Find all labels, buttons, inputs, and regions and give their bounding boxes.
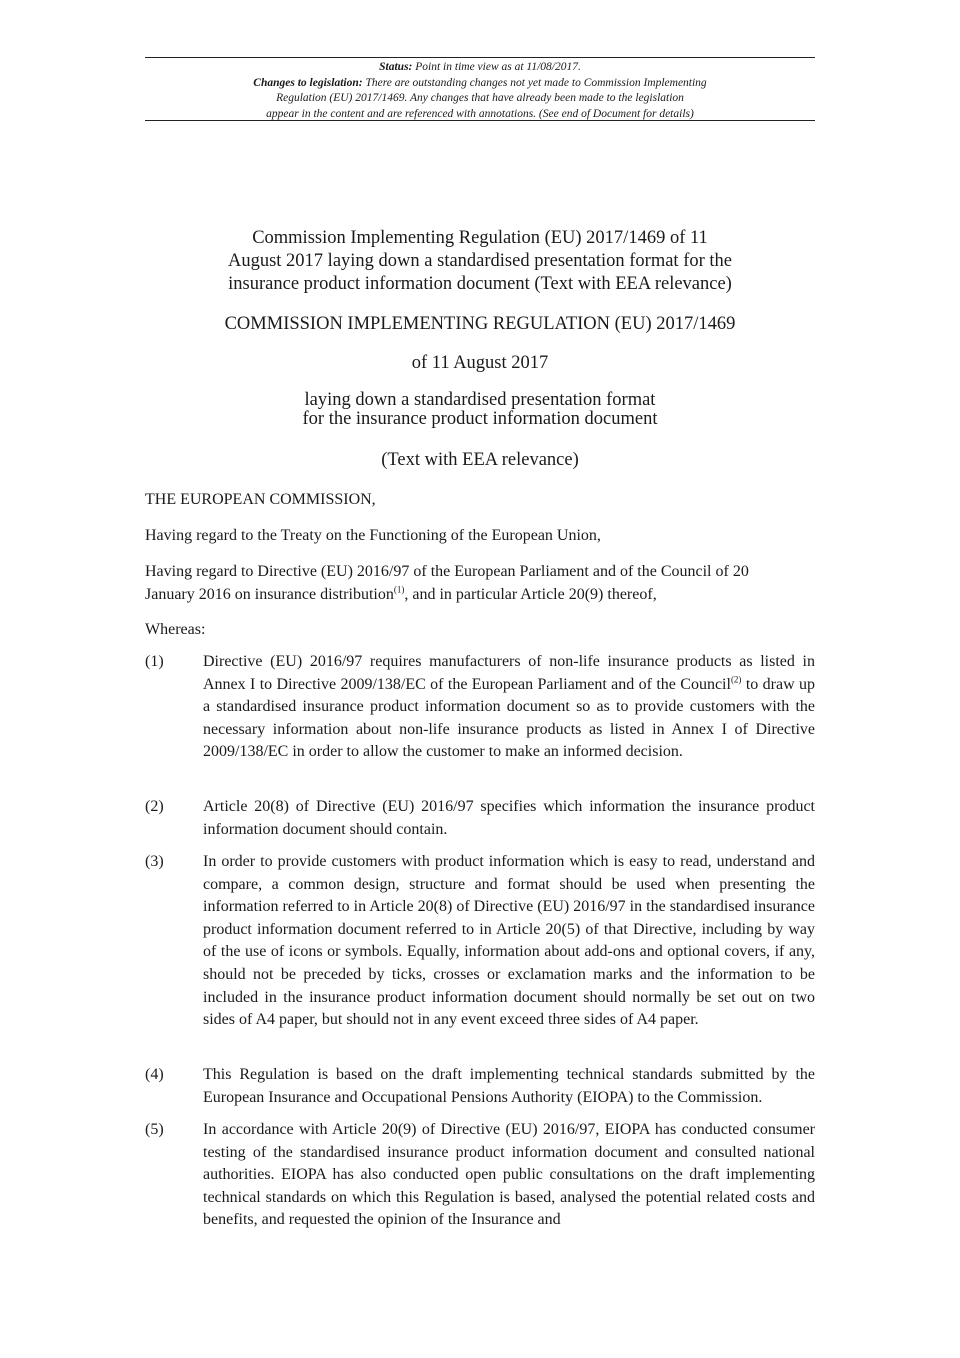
recital-text: Article 20(8) of Directive (EU) 2016/97 specifies which information the insurance product information document should contain. [203,798,815,838]
regulation-date: of 11 August 2017 [411,353,549,373]
recital-number: (2) [145,798,164,815]
recital-text: In accordance with Article 20(9) of Directive (EU) 2016/97, EIOPA has conducted consumer testing of the standardised insurance product information document and consulted national authorities. EIOPA has also conducted open public consultations on the draft implementing technical standards on which this Regulation is based, analysed the potential related costs and benefits, and requested the opinion of the Insurance and [203,1121,815,1229]
changes-line-1: Changes to legislation: There are outstanding changes not yet made to Commission Implementing [253,76,707,89]
regulation-subject: laying down a standardised presentation format for the insurance product information document [302,390,658,429]
recital-number: (3) [145,853,164,870]
recital-text: This Regulation is based on the draft implementing technical standards submitted by the European Insurance and Occupational Pensions Authority (EIOPA) to the Commission. [203,1066,815,1106]
document-title: Commission Implementing Regulation (EU) 2017/1469 of 11 August 2017 laying down a standardised presentation format for the insurance product information document (Text with EEA relevance) [227,228,732,294]
treaty-citation: Having regard to the Treaty on the Functioning of the European Union, [145,527,601,544]
recital-number: (4) [145,1066,164,1083]
eea-relevance: (Text with EEA relevance) [381,450,579,470]
commission-heading: THE EUROPEAN COMMISSION, [145,491,376,508]
whereas-heading: Whereas: [145,621,206,638]
recital-number: (5) [145,1121,164,1138]
status-header [145,57,815,121]
changes-line-2: Regulation (EU) 2017/1469. Any changes that have already been made to the legislation [276,92,684,104]
changes-line-3: appear in the content and are referenced with annotations. (See end of Document for details) [266,107,694,120]
directive-citation: Having regard to Directive (EU) 2016/97 of the European Parliament and of the Council of 20 January 2016 on insurance distribution$^{(1)}$, and in particular Article 20(9) thereof, [145,563,749,603]
status-line: Status: Point in time view as at 11/08/2017. [379,61,581,73]
recital-text: In order to provide customers with product information which is easy to read, understand and compare, a common design, structure and format should be used when presenting the information referred to in Article 20(8) of Directive (EU) 2016/97 in the standardised insurance product information document referred to in Article 20(5) of that Directive, including by way of the use of icons or symbols. Equally, information about add-ons and optional covers, if any, should not be preceded by ticks, crosses or exclamation marks and the information to be included in the insurance product information document should normally be set out on two sides of A4 paper, but should not in any event exceed three sides of A4 paper. [203,853,815,1029]
recital-number: (1) [145,653,164,670]
footnote-ref-1[interactable]: (1) [393,584,405,595]
recital-text: Directive (EU) 2016/97 requires manufacturers of non-life insurance products as listed in Annex I to Directive 2009/138/EC of the European Parliament and of the Council$^{(2)}$ to draw up a standardised insurance product information document so as to provide customers with the necessary information about non-life insurance products as listed in Annex I of Directive 2009/138/EC in order to allow the customer to make an informed decision. [203,653,815,761]
regulation-heading: COMMISSION IMPLEMENTING REGULATION (EU) 2017/1469 [224,314,736,334]
footnote-ref-2[interactable]: (2) [730,674,742,685]
